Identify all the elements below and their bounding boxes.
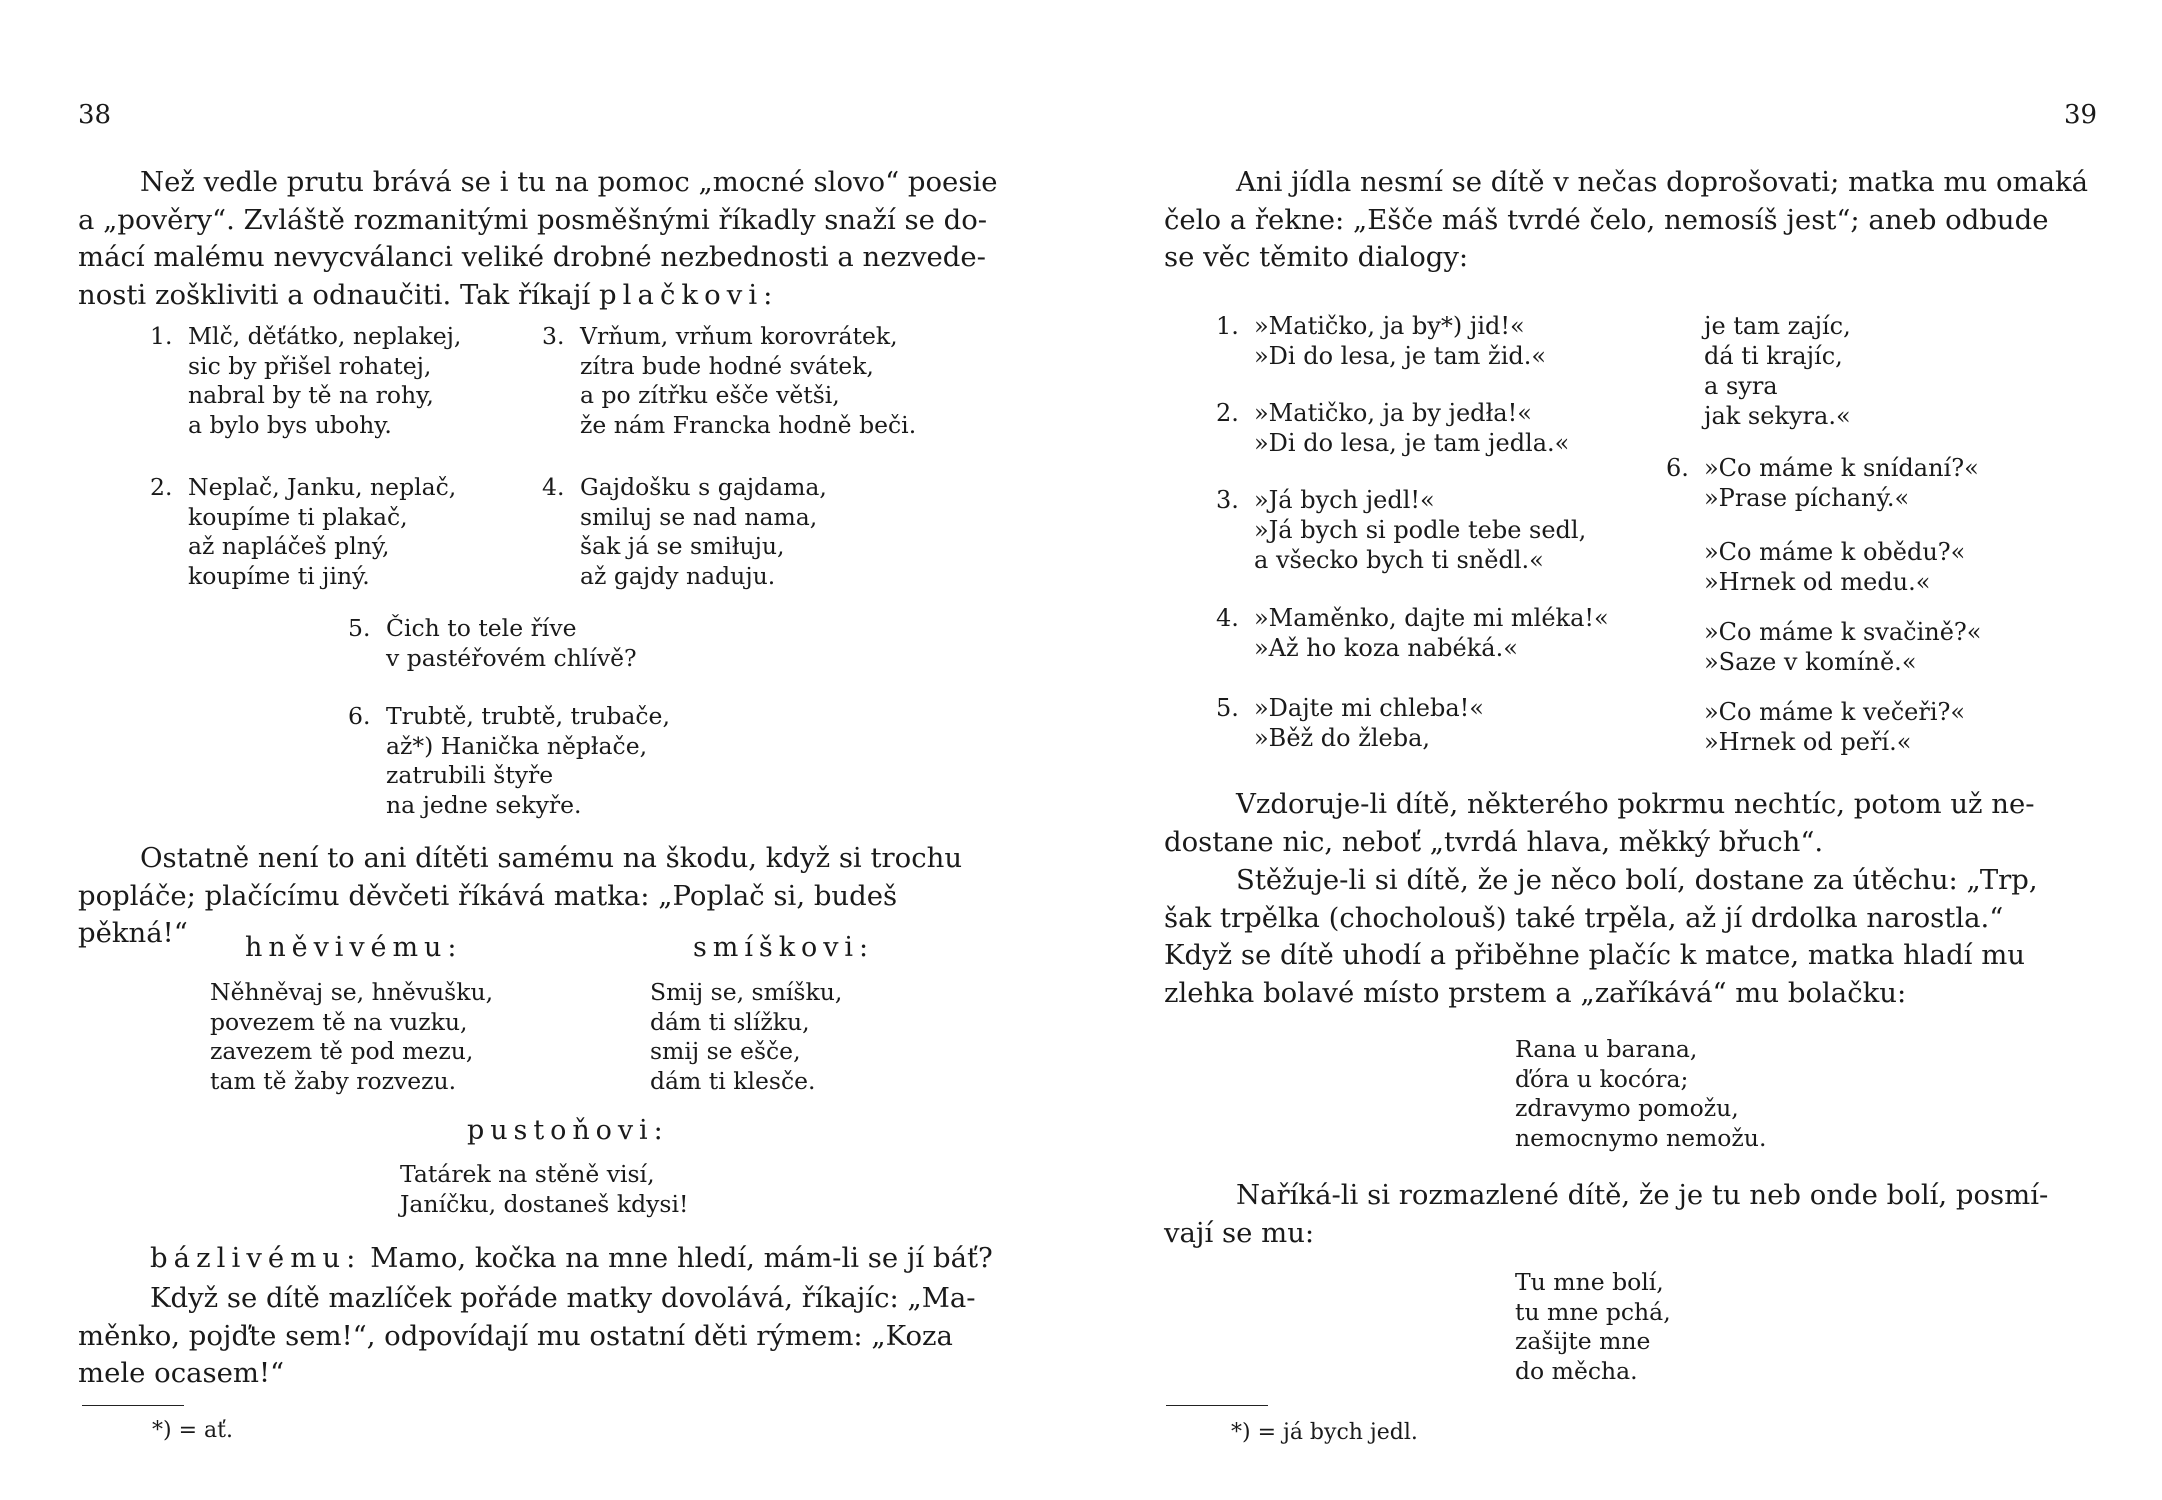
poem-line: Neplač, Janku, neplač, [188,473,457,501]
section-heading: smíškovi: [693,932,875,963]
poem-line: a bylo bys ubohy. [188,410,392,439]
poem-line: v pastéřovém chlívě? [386,643,637,672]
section-heading: pustoňovi: [467,1115,669,1146]
footnote: *) = ať. [152,1418,233,1443]
dialog-line: »Co máme k snídaní?« [1704,454,1979,482]
dialog-line: dá ti krajíc, [1704,342,1843,370]
text-line: Stěžuje-li si dítě, že je něco bolí, dostane za útěchu: „Trp, [1236,864,2038,896]
dialog-number: 1. [1216,312,1239,340]
dialog-line: »Až ho koza nabéká.« [1254,634,1518,662]
poem-block [348,614,637,673]
text-line: dostane nic, neboť „tvrdá hlava, měkký břuch“. [1164,825,1824,858]
dialog-number: 6. [1666,454,1689,482]
poem-line: tam tě žaby rozvezu. [210,1066,457,1095]
dialog-line: »Di do lesa, je tam jedla.« [1254,429,1570,457]
poem-block [542,473,827,591]
poem-number: 1. [150,322,173,350]
text-line: měnko, pojďte sem!“, odpovídají mu ostatní děti rýmem: „Koza [78,1319,953,1352]
poem-line: zítra bude hodné svátek, [580,351,874,380]
poem-line: na jedne sekyře. [386,790,582,819]
poem-line: koupíme ti jiný. [188,561,370,590]
footnote-rule [82,1405,184,1406]
text-line: Než vedle prutu brává se i tu na pomoc „mocné slovo“ poesie [140,166,998,198]
text-line: mele ocasem!“ [78,1357,285,1389]
poem-line: Trubtě, trubtě, trubače, [386,702,670,730]
dialog-line: a všecko bych ti snědl.« [1254,546,1544,574]
dialog [1704,617,1981,677]
page-number: 39 [2064,100,2098,130]
paragraph [1164,1177,2094,1252]
poem-line: dám ti klesče. [650,1066,816,1095]
text-fragment: Mamo, kočka na mne hledí, mám-li se jí báť? [361,1242,993,1274]
poem-line: Tatárek na stěně visí, [400,1160,655,1188]
text-line: zlehka bolavé místo prstem a „zaříkává“ mu bolačku: [1164,976,1907,1009]
text-line: Když se dítě mazlíček pořáde matky dovolává, říkajíc: „Ma- [150,1282,976,1314]
poem-line: Mlč, děťátko, neplakej, [188,322,462,350]
dialog [1216,398,1569,458]
dialog-line: je tam zajíc, [1704,312,1851,340]
page-number: 38 [78,100,112,130]
dialog-line: a syra [1704,372,1778,400]
paragraph [1164,862,2094,1012]
poem-line: do měcha. [1515,1356,1638,1385]
text-line [78,277,1008,315]
poem-line: smiluj se nad nama, [580,502,818,531]
right-page [1081,0,2162,1500]
poem-line: sic by přišel rohatej, [188,351,432,380]
intro-paragraph [1164,164,2094,277]
dialog-line: »Hrnek od medu.« [1704,568,1931,596]
text-fragment: nosti zoškliviti a odnaučiti. Tak říkají [78,278,600,311]
dialog-line: »Maměnko, dajte mi mléka!« [1254,604,1609,632]
dialog-number: 3. [1216,486,1239,514]
dialog-line: »Co máme k večeři?« [1704,698,1966,726]
poem-line: že nám Francka hodně beči. [580,410,917,439]
rhyme-block [1515,1268,1671,1386]
poem-number: 3. [542,322,565,350]
poem-block [150,473,456,591]
poem-line: Něhněvaj se, hněvušku, [210,978,494,1006]
dialog-continuation [1704,311,1851,431]
poem-block [150,322,461,440]
poem-line: dám ti slížku, [650,1007,810,1036]
dialog-line: »Já bych si podle tebe sedl, [1254,516,1587,544]
intro-paragraph [78,164,1008,314]
poem-line: až*) Hanička něpłače, [386,731,648,760]
poem-number: 2. [150,473,173,501]
text-line: mácí malému nevycválanci veliké drobné nezbednosti a nezvede- [78,241,986,273]
dialog-line: »Matičko, ja by jedła!« [1254,399,1532,427]
poem-line: zatrubili štyře [386,761,554,789]
text-line: a „pověry“. Zvláště rozmanitými posměšnými říkadly snaží se do- [78,203,988,236]
text-line: Ostatně není to ani dítěti samému na škodu, když si trochu [140,842,963,874]
dialog-line: »Saze v komíně.« [1704,648,1917,676]
text-line: se věc těmito dialogy: [1164,241,1469,273]
rhyme-block [400,1160,688,1219]
dialog [1704,453,1979,513]
dialog-line: »Prase píchaný.« [1704,484,1910,512]
text-line: vají se mu: [1164,1216,1315,1249]
poem-line: zdravymo pomožu, [1515,1094,1739,1122]
dialog [1216,693,1484,753]
section-heading: hněvivému: [245,932,463,963]
rhyme-block [1515,1035,1766,1153]
dialog-line: »Co máme k obědu?« [1704,538,1966,566]
poem-line: smij se ešče, [650,1037,801,1065]
text-line: čelo a řekne: „Ešče máš tvrdé čelo, nemosíš jest“; aneb odbude [1164,203,2049,236]
poem-line: Gajdošku s gajdama, [580,473,827,501]
dialog-line: »Já bych jedl!« [1254,486,1435,514]
poem-line: zašijte mne [1515,1327,1651,1355]
text-line: šak trpělka (chocholouš) také trpěla, až jí drdolka narostla.“ [1164,901,2004,934]
poem-line: šak já se smiłuju, [580,532,785,560]
dialog [1216,311,1546,371]
poem-line: Vrňum, vrňum korovrátek, [580,322,898,350]
poem-line: Smij se, smíšku, [650,978,843,1006]
text-line: Vzdoruje-li dítě, některého pokrmu nechtíc, potom už ne- [1236,788,2035,820]
dialog-number: 4. [1216,604,1239,632]
text-line: Naříká-li si rozmazlené dítě, že je tu neb onde bolí, posmí- [1236,1179,2049,1211]
poem-line: Tu mne bolí, [1515,1268,1664,1296]
poem-line: až gajdy naduju. [580,561,776,590]
poem-line: nabral by tě na rohy, [188,381,434,409]
poem-line: nemocnymo nemožu. [1515,1123,1767,1152]
poem-line: zavezem tě pod mezu, [210,1037,474,1065]
text-line: popláče; plačícímu děvčeti říkává matka: „Poplač si, budeš pěkná!“ [78,879,898,949]
dialog-number: 5. [1216,694,1239,722]
dialog-line: »Co máme k svačině?« [1704,618,1982,646]
spaced-term: bázlivému: [150,1242,362,1274]
poem-line: Rana u barana, [1515,1035,1698,1063]
dialog-line: »Dajte mi chleba!« [1254,694,1484,722]
dialog-line: »Di do lesa, je tam žid.« [1254,342,1547,370]
poem-number: 4. [542,473,565,501]
footnote-rule [1166,1405,1268,1406]
rhyme-block [210,978,493,1096]
text-line: Ani jídla nesmí se dítě v nečas doprošovati; matka mu omaká [1236,166,2089,198]
poem-number: 5. [348,614,371,642]
poem-line: koupíme ti plakač, [188,502,408,531]
dialog-line: jak sekyra.« [1704,402,1851,430]
poem-line: a po zítřku ešče větši, [580,381,840,409]
poem-number: 6. [348,702,371,730]
text-line [150,1240,993,1278]
dialog [1704,537,1965,597]
paragraph [1164,786,2094,861]
poem-line: povezem tě na vuzku, [210,1007,468,1036]
dialog-number: 2. [1216,399,1239,427]
spaced-term: plačkovi: [599,278,779,311]
poem-line: tu mne pchá, [1515,1297,1671,1326]
poem-line: až napláčeš plný, [188,532,390,560]
dialog-line: »Běž do žleba, [1254,724,1431,752]
dialog [1704,697,1965,757]
rhyme-block [650,978,842,1096]
poem-line: Čich to tele říve [386,614,577,642]
dialog-line: »Matičko, ja by*) jid!« [1254,312,1525,340]
poem-block [348,702,670,820]
dialog [1216,603,1609,663]
poem-line: Janíčku, dostaneš kdysi! [400,1189,689,1218]
poem-block [542,322,916,440]
poem-line: ďóra u kocóra; [1515,1064,1689,1093]
footnote: *) = já bych jedl. [1231,1420,1418,1445]
paragraph [78,1280,1008,1393]
dialog-line: »Hrnek od peří.« [1704,728,1912,756]
text-line: Když se dítě uhodí a přiběhne plačíc k matce, matka hladí mu [1164,939,2025,971]
dialog [1216,485,1586,575]
